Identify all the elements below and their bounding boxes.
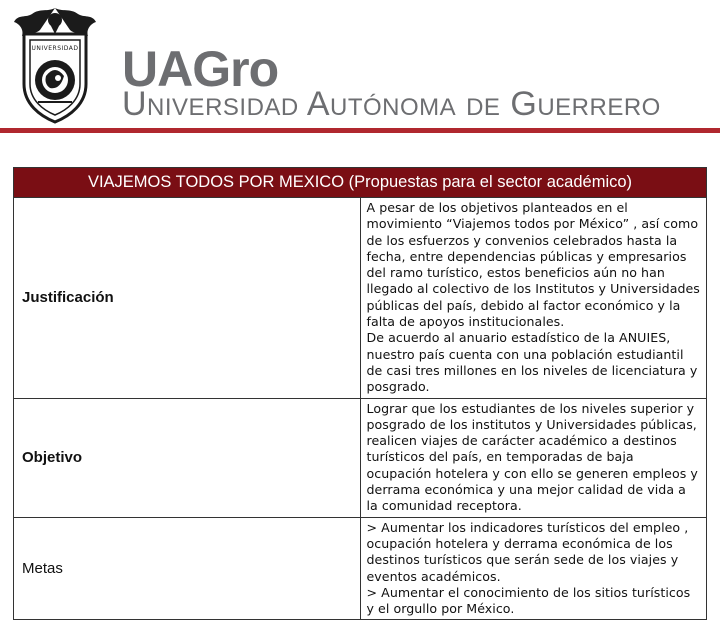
brand-short-name: UAGro <box>122 41 279 97</box>
header-divider-bar <box>0 128 720 133</box>
brand-full-name: Universidad Autónoma de Guerrero <box>122 85 661 123</box>
row-text-justificacion <box>360 198 707 399</box>
page-header <box>0 0 720 132</box>
row-label-metas: Metas <box>14 517 361 620</box>
table-title: VIAJEMOS TODOS POR MEXICO (Propuestas para el sector académico) <box>14 168 707 198</box>
row-label-objetivo: Objetivo <box>14 398 361 517</box>
paragraph: De acuerdo al anuario estadístico de la ANUIES, nuestro país cuenta con una población estudiantil de casi tres millones en los niveles de licenciatura y posgrado. <box>366 330 698 395</box>
proposal-table <box>13 167 707 620</box>
row-text-metas <box>360 517 707 620</box>
svg-text:UNIVERSIDAD: UNIVERSIDAD <box>31 45 79 52</box>
paragraph: Lograr que los estudiantes de los niveles superior y posgrado de los institutos y Universidades públicas, realicen viajes de carácter académico a destinos turísticos del país, en temporadas de baja ocupación hotelera y con ello se generen empleos y derrama económica y una mejor calidad de vida a la comunidad receptora. <box>366 400 698 514</box>
paragraph: > Aumentar los indicadores turísticos del empleo , ocupación hotelera y derrama económica de los destinos turísticos que serán sede de los viajes y eventos académicos. <box>366 519 689 584</box>
row-text-objetivo <box>360 398 707 517</box>
university-seal-logo <box>10 4 100 126</box>
row-label-justificacion: Justificación <box>14 198 361 399</box>
table-row <box>14 517 707 620</box>
table-row <box>14 398 707 517</box>
paragraph: A pesar de los objetivos planteados en el movimiento “Viajemos todos por México” , así como de los esfuerzos y convenios celebrados hasta la fecha, entre dependencias públicas y empresarios del ramo turístico, estos beneficios aún no han llegado al colectivo de los Institutos y Universidades públicas del país, debido al factor económico y la falta de apoyos institucionales. <box>366 200 700 330</box>
table-row <box>14 198 707 399</box>
paragraph: > Aumentar el conocimiento de los sitios turísticos y el orgullo por México. <box>366 584 691 617</box>
